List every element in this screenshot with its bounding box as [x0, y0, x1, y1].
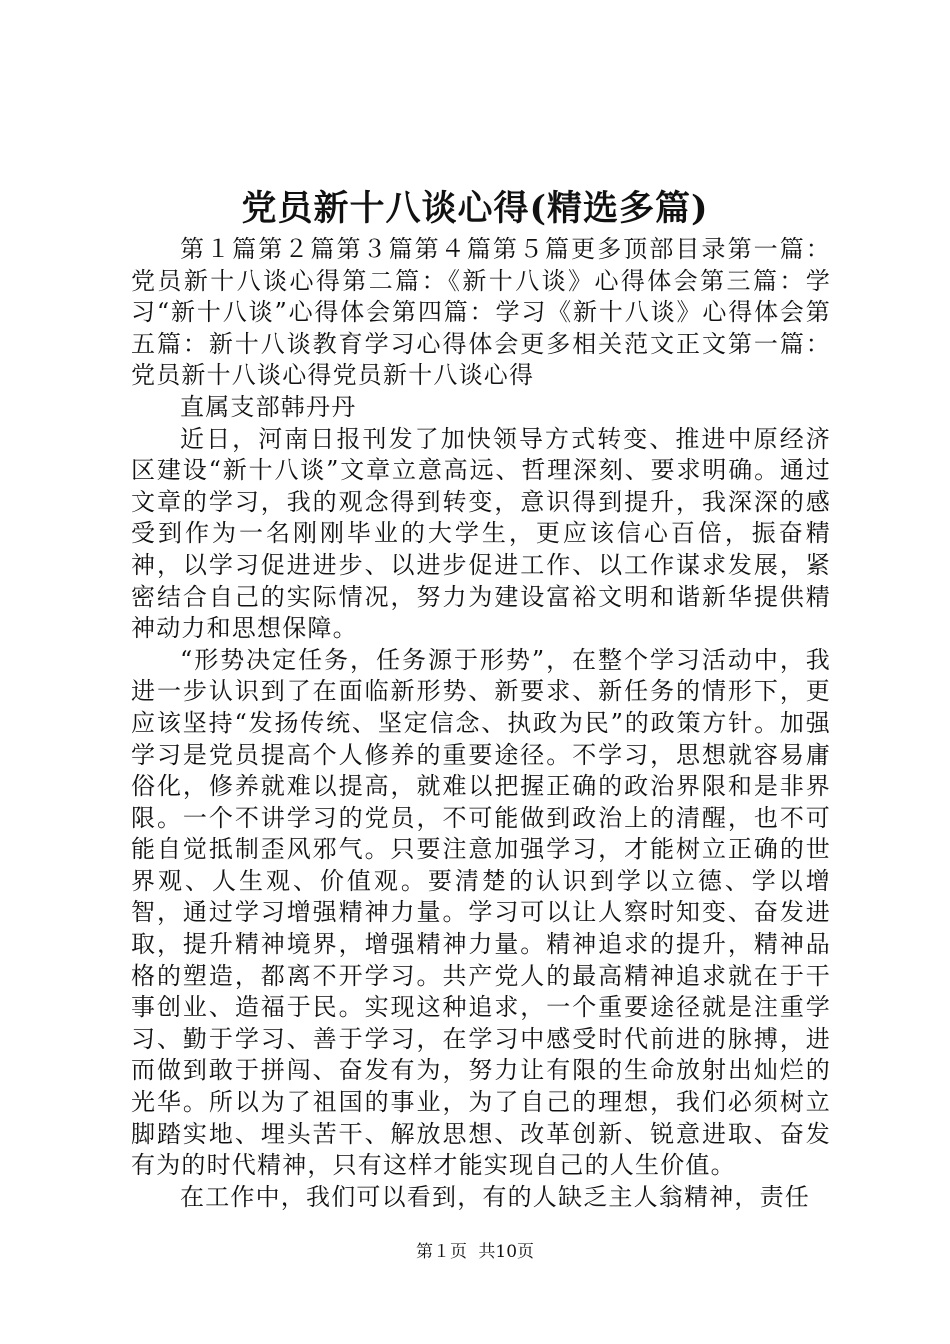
toc-paragraph: 第１篇第２篇第３篇第４篇第５篇更多顶部目录第一篇：党员新十八谈心得第二篇：《新十八谈》心得体会第三篇：学习“新十八谈”心得体会第四篇：学习《新十八谈》心得体会第五篇：新十八谈教育学习心得体会更多相关范文正文第一篇：党员新十八谈心得党员新十八谈心得 [131, 235, 831, 390]
body-paragraph: 在工作中，我们可以看到，有的人缺乏主人翁精神，责任 [180, 1182, 810, 1211]
author-line: 直属支部韩丹丹 [180, 392, 357, 421]
body-paragraph: “形势决定任务，任务源于形势”，在整个学习活动中，我进一步认识到了在面临新形势、新要求、新任务的情形下，更应该坚持“发扬传统、坚定信念、执政为民”的政策方针。加强学习是党员提高个人修养的重要途径。不学习，思想就容易庸俗化，修养就难以提高，就难以把握正确的政治界限和是非界限。一个不讲学习的党员，不可能做到政治上的清醒，也不可能自觉抵制歪风邪气。只要注意加强学习，才能树立正确的世界观、人生观、价值观。要清楚的认识到学以立德、学以增智，通过学习增强精神力量。学习可以让人察时知变、奋发进取，提升精神境界，增强精神力量。精神追求的提升，精神品格的塑造，都离不开学习。共产党人的最高精神追求就在于干事创业、造福于民。实现这种追求，一个重要途径就是注重学习、勤于学习、善于学习，在学习中感受时代前进的脉搏，进而做到敢于拼闯、奋发有为，努力让有限的生命放射出灿烂的光华。所以为了祖国的事业，为了自己的理想，我们必须树立脚踏实地、埋头苦干、解放思想、改革创新、锐意进取、奋发有为的时代精神，只有这样才能实现自己的人生价值。 [131, 645, 831, 1180]
document-body [131, 234, 831, 1213]
body-paragraph: 近日，河南日报刊发了加快领导方式转变、推进中原经济区建设“新十八谈”文章立意高远、哲理深刻、要求明确。通过文章的学习，我的观念得到转变，意识得到提升，我深深的感受到作为一名刚刚毕业的大学生，更应该信心百倍，振奋精神，以学习促进进步、以进步促进工作、以工作谋求发展，紧密结合自己的实际情况，努力为建设富裕文明和谐新华提供精神动力和思想保障。 [131, 424, 831, 643]
document-title: 党员新十八谈心得(精选多篇) [241, 188, 709, 229]
page-number-footer: 第１页 共10页 [415, 1242, 535, 1262]
